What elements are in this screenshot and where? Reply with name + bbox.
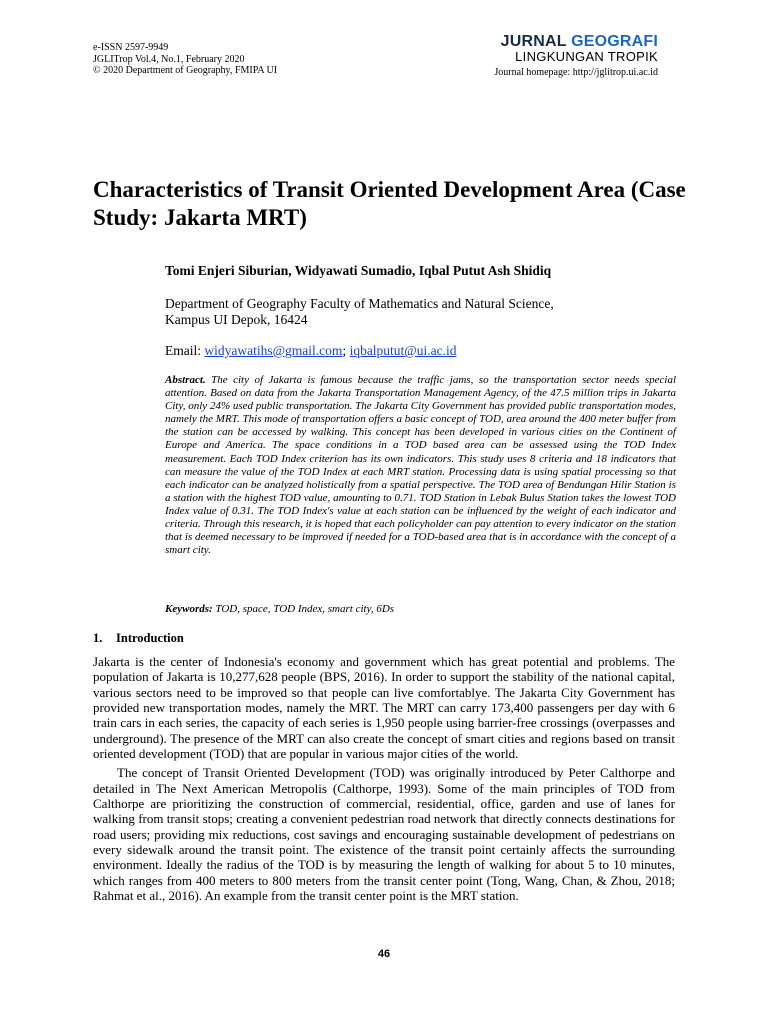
body-text xyxy=(93,654,675,908)
email-label: Email: xyxy=(165,343,201,358)
keywords xyxy=(165,603,394,615)
abstract-lead: Abstract. xyxy=(165,374,206,386)
affiliation-line2: Kampus UI Depok, 16424 xyxy=(165,312,308,327)
journal-logo xyxy=(494,33,658,79)
journal-logo-subtitle: LINGKUNGAN TROPIK xyxy=(515,49,658,64)
page-number: 46 xyxy=(377,948,391,960)
section-heading xyxy=(93,631,184,646)
abstract xyxy=(165,374,676,557)
affiliation-line1: Department of Geography Faculty of Mathematics and Natural Science, xyxy=(165,296,554,311)
abstract-text: The city of Jakarta is famous because the traffic jams, so the transportation sector needs special attention. Based on data from the Jakarta Transportation Management Agency, of the 47.5 million trips in Jakarta City, only 24% used public transportation. The Jakarta City Government has provided public transportation modes, namely the MRT. This mode of transportation offers a basic concept of TOD, area around the 400 meter buffer from the station can be accessed by walking. This concept has been developed in various cities on the Continent of Europe and America. The space conditions in a TOD based area can be assessed using the TOD Index measurement. Each TOD Index criterion has its own indicators. This study uses 8 criteria and 18 indicators that can measure the value of the TOD Index at each MRT station. Processing data is using spatial processing so that each indicator can be analyzed holistically from a spatial perspective. The TOD area of Bendungan Hilir Station is a station with the highest TOD value, amounting to 0.71. TOD Station in Lebak Bulus Station takes the lowest TOD Index value of 0.31. The TOD Index's value at each station can be influenced by the weight of each indicator and criteria. Through this research, it is hoped that each policyholder can pay attention to every indicator on the station that is deemed necessary to be improved if needed for a TOD-based area that is in accordance with the concept of a smart city. xyxy=(165,374,677,557)
email-separator: ; xyxy=(342,343,347,358)
email-link-1[interactable]: widyawatihs@gmail.com xyxy=(204,343,343,358)
paper-title: Characteristics of Transit Oriented Development Area (Case Study: Jakarta MRT) xyxy=(93,177,686,230)
journal-logo-word1: JURNAL xyxy=(500,33,567,50)
email-link-2[interactable]: iqbalputut@ui.ac.id xyxy=(349,343,457,358)
section-title: Introduction xyxy=(116,631,184,645)
section-number: 1. xyxy=(93,631,103,645)
issn: e-ISSN 2597-9949 xyxy=(93,42,169,53)
journal-logo-title xyxy=(494,33,658,50)
journal-info xyxy=(93,42,277,77)
volume-info: JGLITrop Vol.4, No.1, February 2020 xyxy=(93,53,245,65)
email-line xyxy=(165,343,456,359)
keywords-text: TOD, space, TOD Index, smart city, 6Ds xyxy=(215,603,395,615)
affiliation xyxy=(165,296,554,328)
journal-logo-word2: GEOGRAFI xyxy=(571,33,658,50)
copyright: © 2020 Department of Geography, FMIPA UI xyxy=(93,65,278,76)
journal-homepage: Journal homepage: http://jglitrop.ui.ac.id xyxy=(494,67,658,78)
authors: Tomi Enjeri Siburian, Widyawati Sumadio, Iqbal Putut Ash Shidiq xyxy=(165,263,552,278)
paragraph: Jakarta is the center of Indonesia's economy and government which has great potential and problems. The population of Jakarta is 10,277,628 people (BPS, 2016). In order to support the stability of the national capital, various sectors need to be improved so that people can live comfortablye. The Jakarta City Government has provided new transportation modes, namely the MRT. The MRT can carry 173,400 passengers per day with 6 train cars in each series, the capacity of each series is 1,950 people using barrier-free crossings (overpasses and underground). The presence of the MRT can also create the concept of smart cities and regions based on transit oriented development (TOD) that are popular in various major cities of the world. xyxy=(93,654,675,762)
keywords-lead: Keywords: xyxy=(165,603,213,615)
paragraph: The concept of Transit Oriented Development (TOD) was originally introduced by Peter Calthorpe and detailed in The Next American Metropolis (Calthorpe, 1993). Some of the main principles of TOD from Calthorpe are prioritizing the construction of commercial, residential, office, garden and use of lanes for walking from transit stops; creating a convenient pedestrian road network that directly connects destinations for road users; providing mix reductions, cost savings and encouraging sustainable development of pedestrians on every sidewalk around the transit point. The existence of the transit point certainly affects the surrounding environment. Ideally the radius of the TOD is by measuring the length of walking for about 5 to 10 minutes, which ranges from 400 meters to 800 meters from the transit center point (Tong, Wang, Chan, & Zhou, 2018; Rahmat et al., 2016). An example from the transit center point is the MRT station. xyxy=(93,765,675,904)
